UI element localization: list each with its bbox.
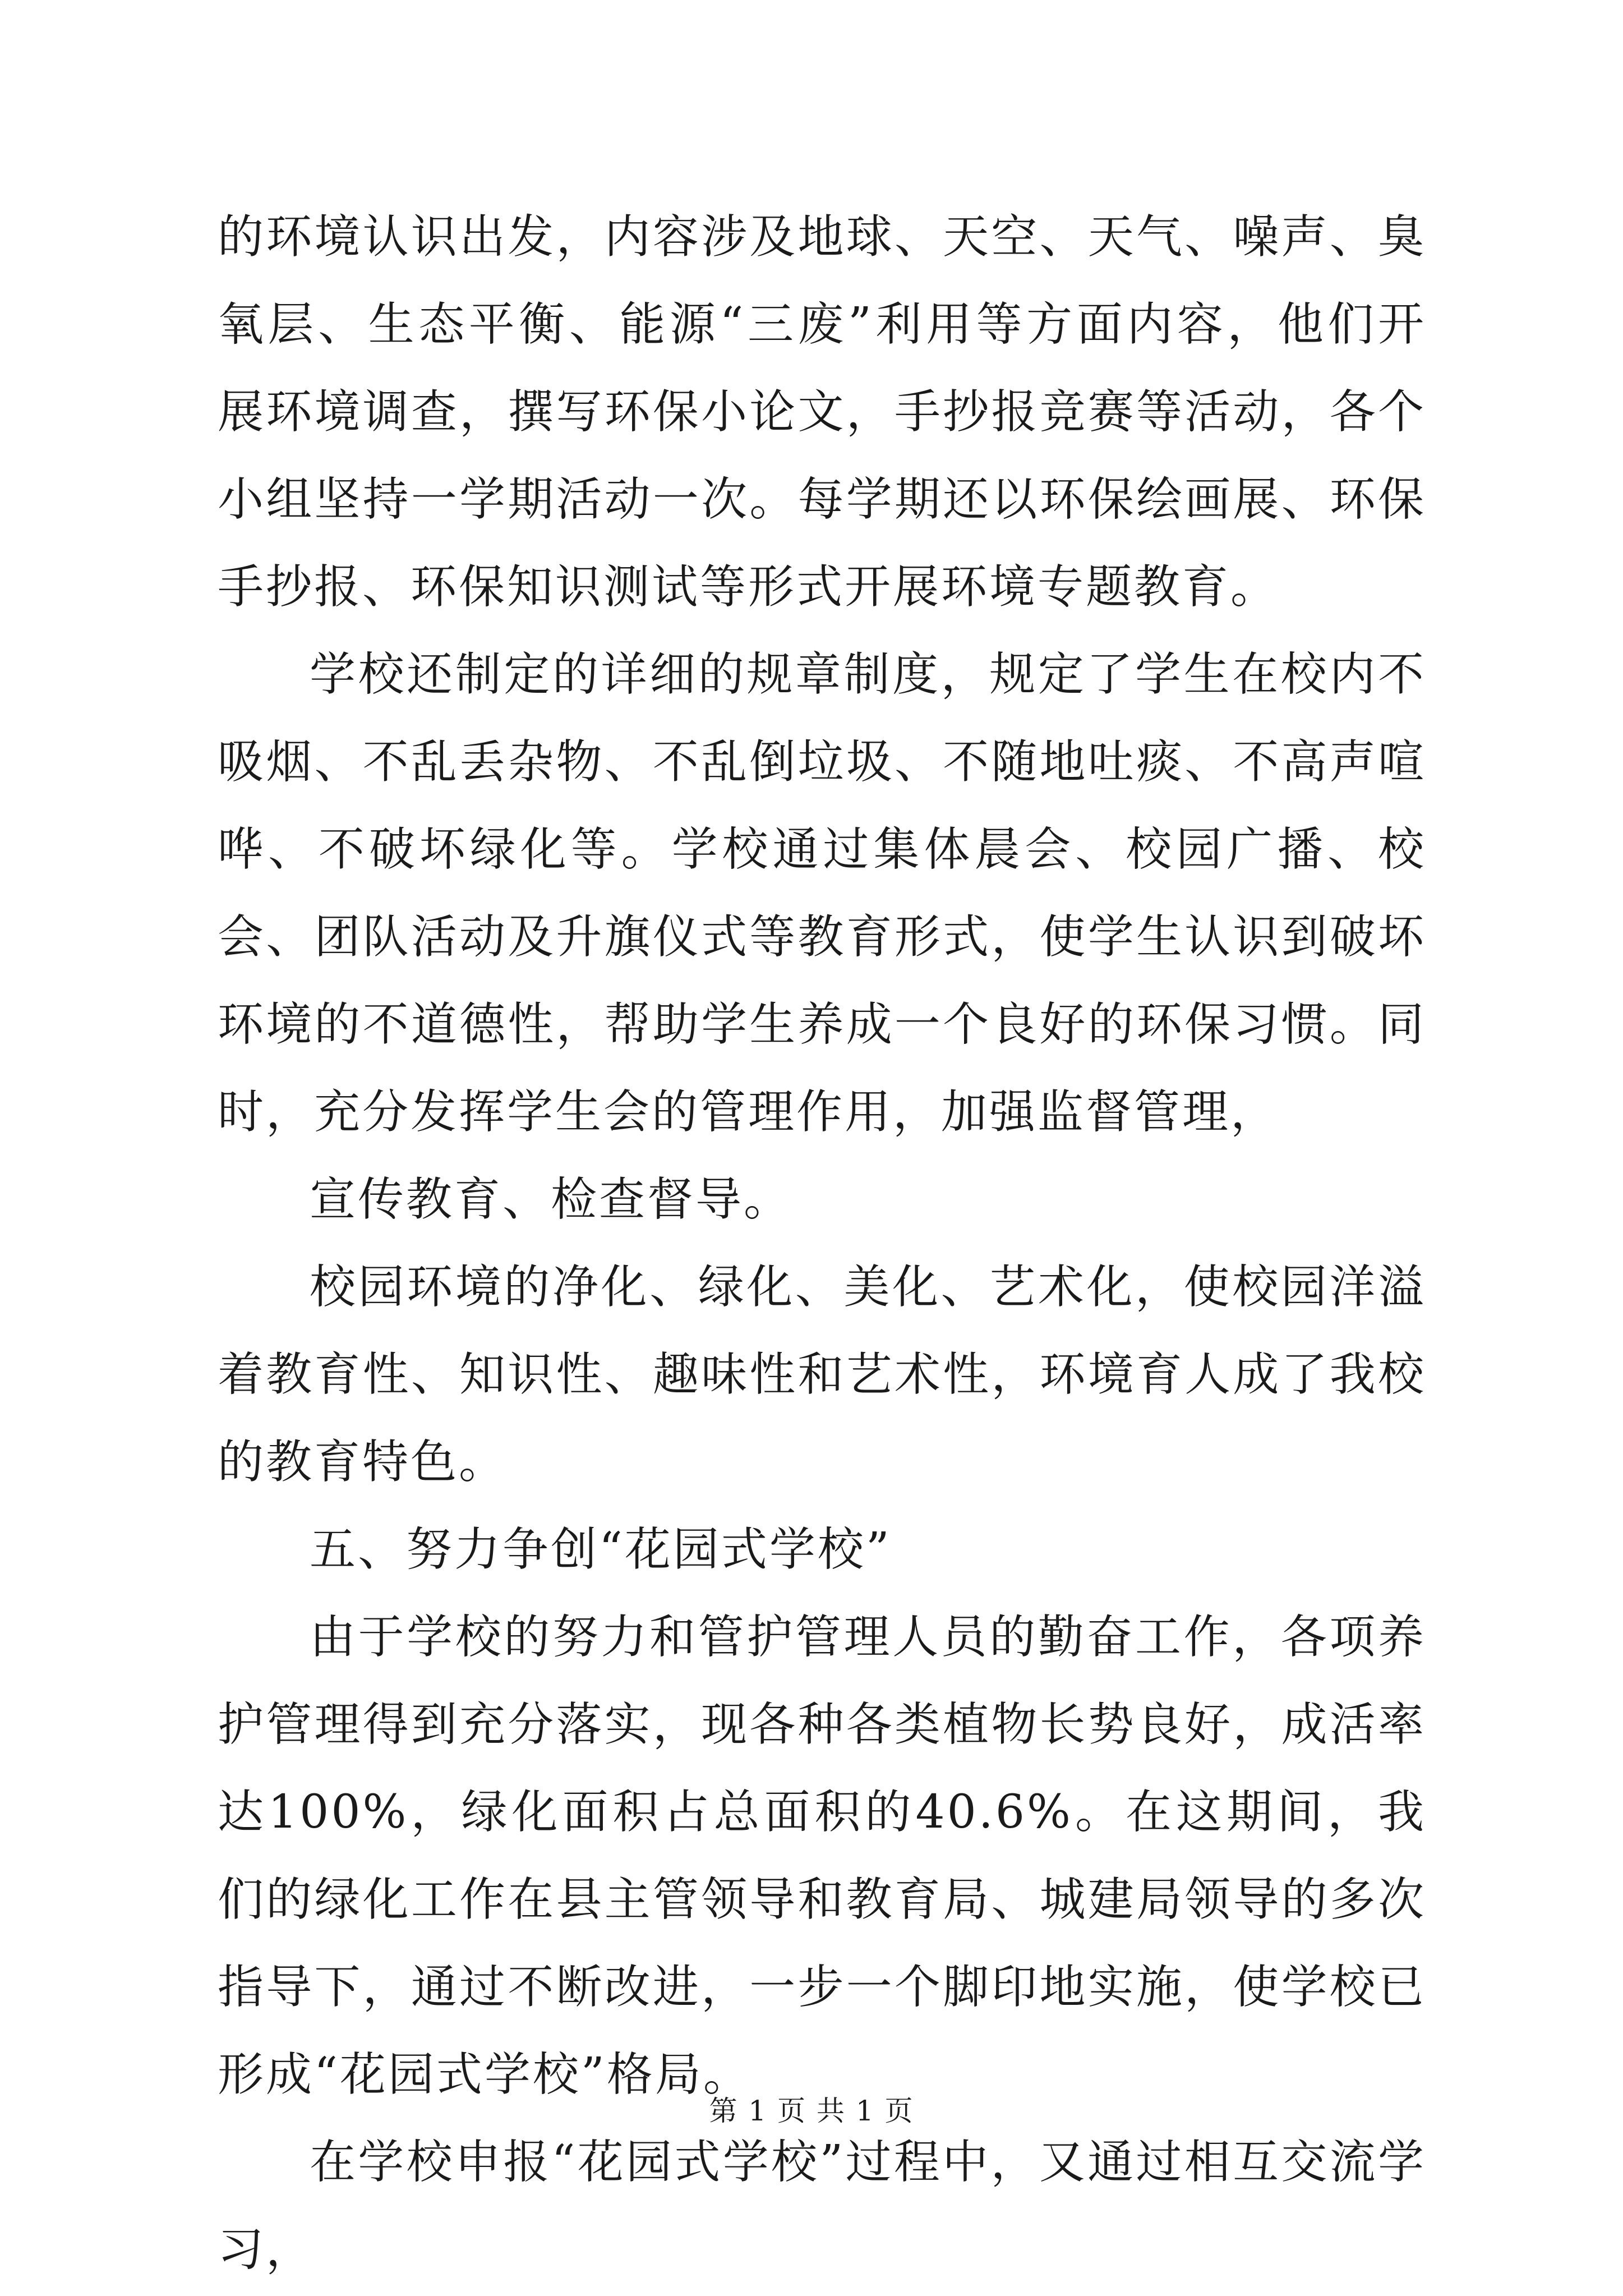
paragraph-4: 校园环境的净化、绿化、美化、艺术化，使校园洋溢着教育性、知识性、趣味性和艺术性，环境育人成了我校的教育特色。 bbox=[218, 1260, 1426, 1489]
body-text bbox=[218, 194, 1426, 2294]
paragraph-6: 由于学校的努力和管护管理人员的勤奋工作，各项养护管理得到充分落实，现各种各类植物长势良好，成活率达100%，绿化面积占总面积的40.6%。在这期间，我们的绿化工作在县主管领导和教育局、城建局领导的多次指导下，通过不断改进，一步一个脚印地实施，使学校已形成“花园式学校”格局。 bbox=[218, 1611, 1426, 2101]
section-heading: 五、努力争创“花园式学校” bbox=[310, 1523, 892, 1576]
paragraph-3: 宣传教育、检查督导。 bbox=[310, 1173, 792, 1226]
page-footer: 第 1 页 共 1 页 bbox=[709, 2095, 914, 2127]
paragraph-7: 在学校申报“花园式学校”过程中，又通过相互交流学习， bbox=[218, 2136, 1426, 2276]
paragraph-1: 的环境认识出发，内容涉及地球、天空、天气、噪声、臭氧层、生态平衡、能源“三废”利用等方面内容，他们开展环境调查，撰写环保小论文，手抄报竞赛等活动，各个小组坚持一学期活动一次。每学期还以环保绘画展、环保手抄报、环保知识测试等形式开展环境专题教育。 bbox=[218, 210, 1426, 614]
paragraph-2: 学校还制定的详细的规章制度，规定了学生在校内不吸烟、不乱丢杂物、不乱倒垃圾、不随地吐痰、不高声喧哗、不破坏绿化等。学校通过集体晨会、校园广播、校会、团队活动及升旗仪式等教育形式，使学生认识到破坏环境的不道德性，帮助学生养成一个良好的环保习惯。同时，充分发挥学生会的管理作用，加强监督管理， bbox=[218, 648, 1426, 1139]
